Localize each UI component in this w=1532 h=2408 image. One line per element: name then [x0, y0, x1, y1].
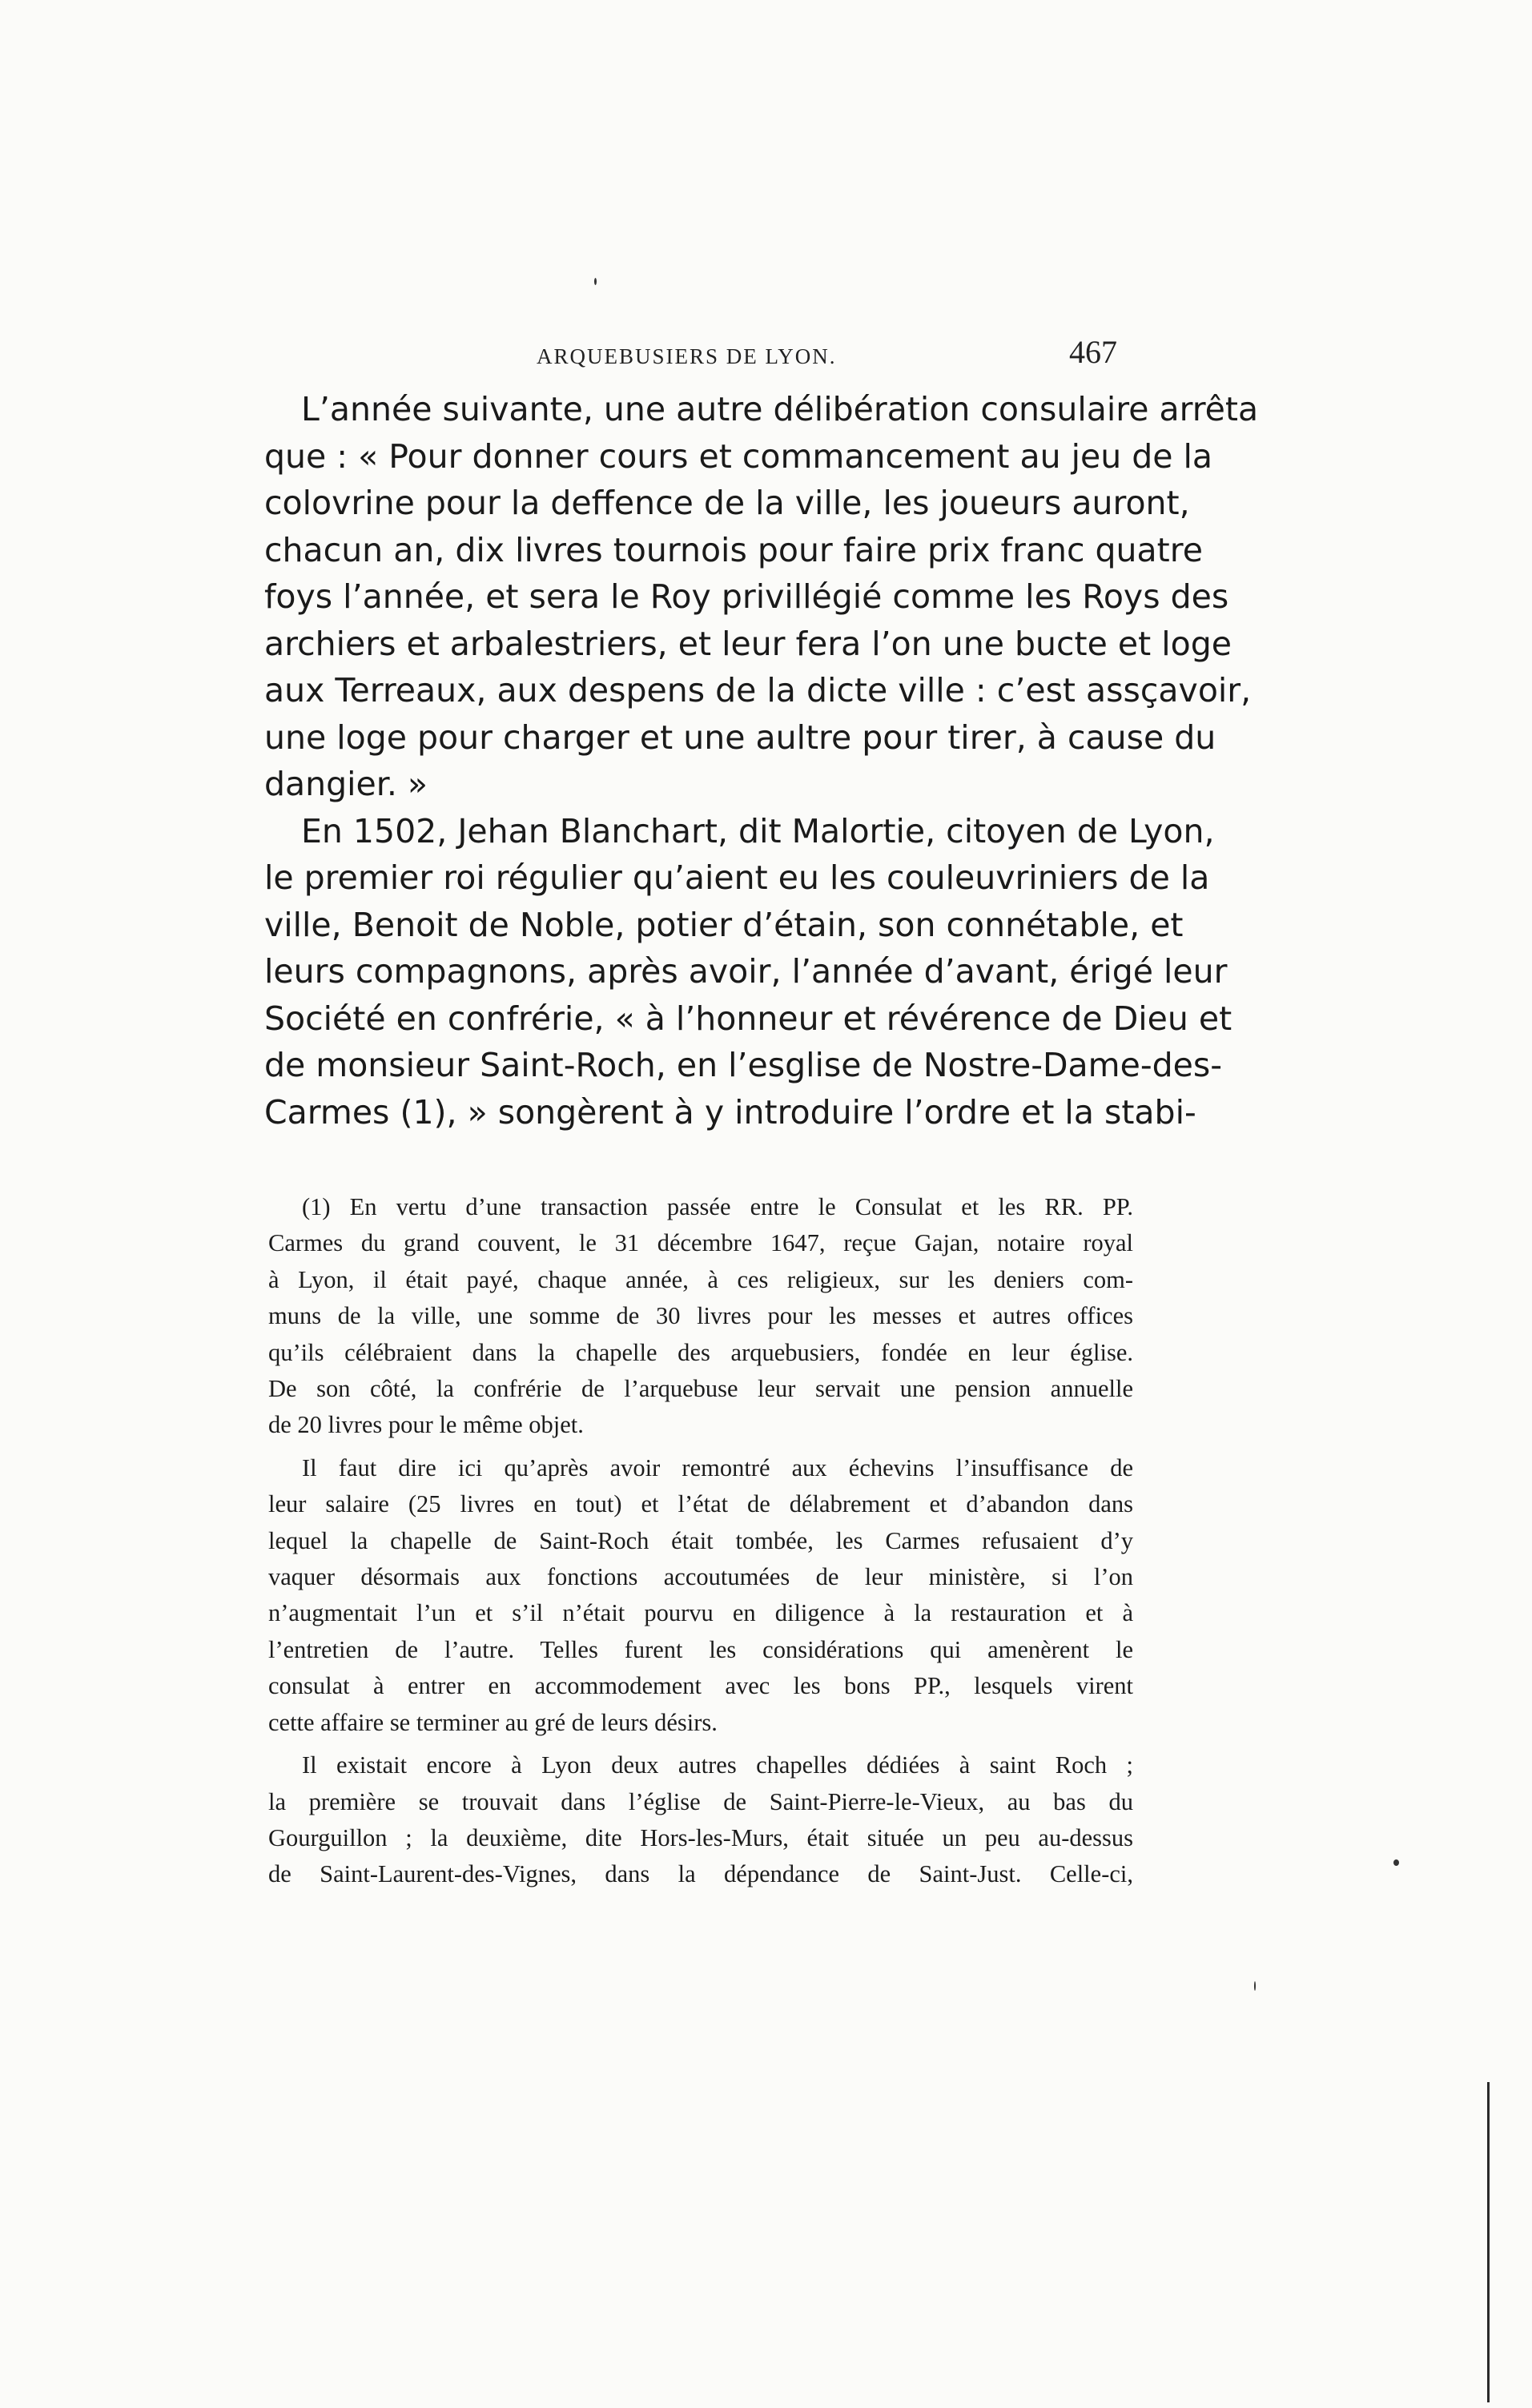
text-line: leurs compagnons, après avoir, l’année d’avant, érigé leur	[264, 952, 1228, 991]
text-line: que : « Pour donner cours et commancement au jeu de la	[264, 436, 1213, 476]
footnote-line: la première se trouvait dans l’église de Saint-Pierre-le-Vieux, au bas du	[268, 1787, 1133, 1815]
text-line: En 1502, Jehan Blanchart, dit Malortie, citoyen de Lyon,	[301, 811, 1215, 850]
text-line: archiers et arbalestriers, et leur fera l’on une bucte et loge	[264, 624, 1232, 663]
footnote-line: (1) En vertu d’une transaction passée entre le Consulat et les RR. PP.	[302, 1193, 1133, 1220]
footnote-line: lequel la chapelle de Saint-Roch était tombée, les Carmes refusaient d’y	[268, 1526, 1133, 1554]
footnote-line: Il faut dire ici qu’après avoir remontré aux échevins l’insuffisance de	[302, 1453, 1133, 1481]
text-line: le premier roi régulier qu’aient eu les couleuvriniers de la	[264, 858, 1210, 897]
margin-rule	[1487, 2082, 1490, 2402]
footnote-line: De son côté, la confrérie de l’arquebuse leur servait une pension annuelle	[268, 1375, 1133, 1403]
text-line: aux Terreaux, aux despens de la dicte ville : c’est assçavoir,	[264, 671, 1252, 710]
text-line: colovrine pour la deffence de la ville, les joueurs auront,	[264, 484, 1190, 522]
footnote-line: muns de la ville, une somme de 30 livres pour les messes et autres offices	[268, 1302, 1133, 1330]
ink-speck	[1254, 1981, 1256, 1991]
footnotes	[268, 1189, 1133, 1899]
footnote-line: consulat à entrer en accommodement avec les bons PP., lesquels virent	[268, 1672, 1133, 1700]
ink-speck	[1393, 1859, 1399, 1866]
footnote-line: n’augmentait l’un et s’il n’était pourvu en diligence à la restauration et à	[268, 1599, 1133, 1627]
text-line: chacun an, dix livres tournois pour faire prix franc quatre	[264, 530, 1203, 569]
paragraph	[264, 386, 1259, 808]
footnote-line: de Saint-Laurent-des-Vignes, dans la dépendance de Saint-Just. Celle-ci,	[268, 1860, 1133, 1888]
text-line: de monsieur Saint-Roch, en l’esglise de Nostre-Dame-des-	[264, 1046, 1223, 1084]
footnote-line: à Lyon, il était payé, chaque année, à ces religieux, sur les deniers com-	[268, 1265, 1133, 1293]
text-line: une loge pour charger et une aultre pour tirer, à cause du	[264, 718, 1216, 757]
running-title: ARQUEBUSIERS DE LYON.	[537, 344, 837, 368]
footnote	[268, 1450, 1133, 1741]
footnote-line: Il existait encore à Lyon deux autres chapelles dédiées à saint Roch ;	[302, 1751, 1133, 1779]
text-line: Société en confrérie, « à l’honneur et révérence de Dieu et	[264, 999, 1232, 1038]
footnote-line: Carmes du grand couvent, le 31 décembre 1647, reçue Gajan, notaire royal	[268, 1229, 1133, 1257]
ink-speck	[594, 278, 597, 285]
footnote-line: vaquer désormais aux fonctions accoutumées de leur ministère, si l’on	[268, 1563, 1133, 1591]
page-header	[260, 327, 1133, 375]
footnote-line: qu’ils célébraient dans la chapelle des arquebusiers, fondée en leur église.	[268, 1338, 1133, 1366]
footnote-line: Gourguillon ; la deuxième, dite Hors-les-Murs, était située un peu au-dessus	[268, 1823, 1133, 1851]
footnote-line: leur salaire (25 livres en tout) et l’état de délabrement et d’abandon dans	[268, 1490, 1133, 1518]
text-line: foys l’année, et sera le Roy privillégié comme les Roys des	[264, 577, 1229, 616]
text-line: Carmes (1), » songèrent à y introduire l’ordre et la stabi-	[264, 1092, 1196, 1132]
footnote	[268, 1189, 1133, 1444]
text-line: ville, Benoit de Noble, potier d’étain, son connétable, et	[264, 905, 1184, 944]
footnote	[268, 1747, 1133, 1893]
main-text	[264, 386, 1259, 1136]
page-number: 467	[1069, 334, 1117, 370]
footnote-line: l’entretien de l’autre. Telles furent les considérations qui amenèrent le	[268, 1635, 1133, 1663]
text-line: dangier. »	[264, 765, 428, 803]
footnote-line: de 20 livres pour le même objet.	[268, 1411, 584, 1439]
text-line: L’année suivante, une autre délibération consulaire arrêta	[301, 390, 1259, 428]
footnote-line: cette affaire se terminer au gré de leurs désirs.	[268, 1708, 718, 1736]
paragraph	[264, 808, 1232, 1136]
